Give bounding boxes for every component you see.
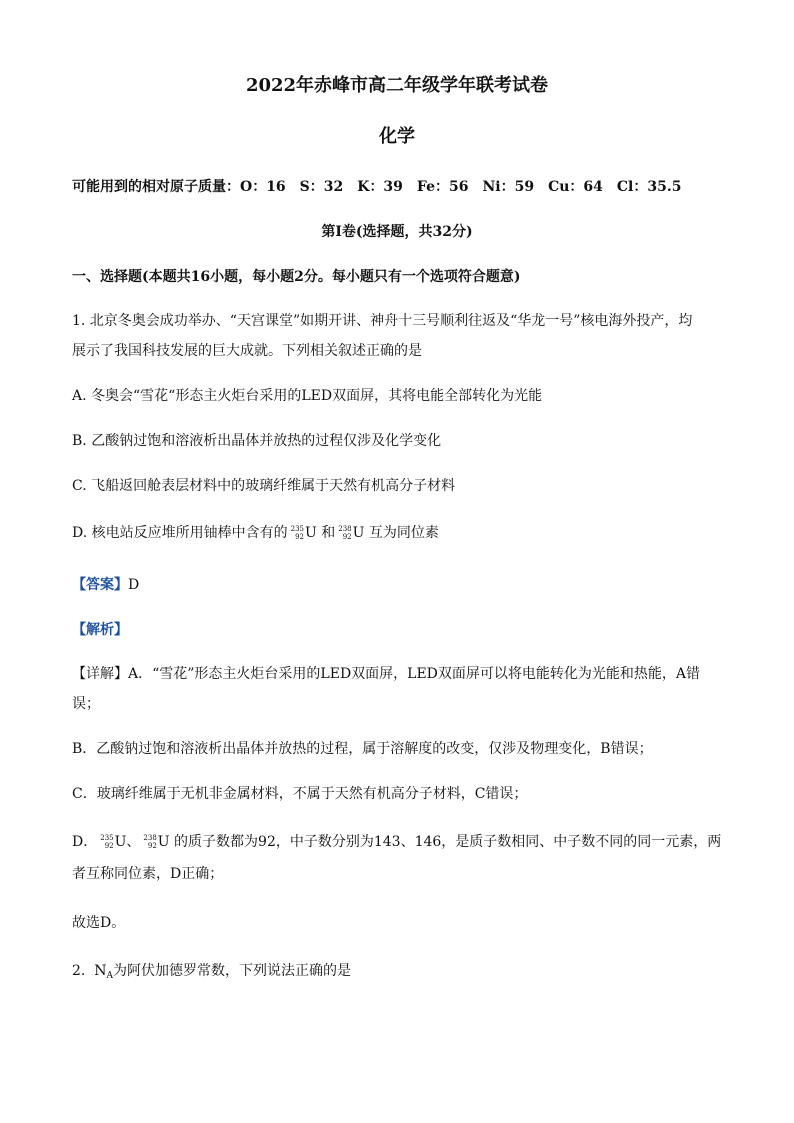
analysis-tag: 【解析】 bbox=[72, 622, 128, 638]
na-subscript: A bbox=[106, 971, 114, 981]
question-1-option-b: B. 乙酸钠过饱和溶液析出晶体并放热的过程仅涉及化学变化 bbox=[72, 433, 442, 449]
detail-isotope-235-notation bbox=[100, 834, 113, 850]
detail-isotope-235-mass: 235 bbox=[100, 834, 114, 842]
isotope-238-z: 92 bbox=[342, 533, 352, 541]
question-1-option-c: C. 飞船返回舱表层材料中的玻璃纤维属于天然有机高分子材料 bbox=[72, 478, 456, 494]
question-1-stem-line1: 1. 北京冬奥会成功举办、“天宫课堂”如期开讲、神舟十三号顺利往返及“华龙一号”核电海外投产，均 bbox=[72, 313, 693, 329]
detail-a-line2: 误； bbox=[72, 696, 100, 712]
detail-isotope-238-z: 92 bbox=[147, 842, 157, 850]
conclusion: 故选D。 bbox=[72, 915, 126, 931]
option-d-prefix: D. 核电站反应堆所用铀棒中含有的 bbox=[72, 525, 288, 541]
isotope-238-notation bbox=[338, 525, 351, 541]
section-heading: 第Ⅰ卷(选择题，共32分) bbox=[321, 224, 473, 240]
detail-d-u1: U、 bbox=[114, 834, 141, 850]
answer-line bbox=[72, 575, 724, 595]
na-symbol: N bbox=[94, 963, 107, 979]
question-2-number: 2. bbox=[72, 963, 86, 979]
atomic-masses: 可能用到的相对原子质量：O：16 S：32 K：39 Fe：56 Ni：59 Cu：64 Cl：35.5 bbox=[72, 179, 682, 195]
detail-isotope-238-mass: 238 bbox=[143, 834, 157, 842]
option-d-suffix: U 互为同位素 bbox=[352, 525, 439, 541]
question-1-option-d bbox=[72, 523, 724, 543]
exam-title: 2022年赤峰市高二年级学年联考试卷 bbox=[245, 75, 549, 96]
answer-value: D bbox=[128, 577, 140, 593]
subject-title: 化学 bbox=[379, 126, 415, 147]
detail-d-prefix: D． bbox=[72, 834, 98, 850]
isotope-235-mass: 235 bbox=[290, 525, 305, 533]
detail-d-line2: 者互称同位素，D正确； bbox=[72, 866, 224, 882]
detail-a-line1: 【详解】A．“雪花”形态主火炬台采用的LED双面屏，LED双面屏可以将电能转化为光能和热能，A错 bbox=[72, 666, 701, 682]
detail-isotope-238-notation bbox=[143, 834, 156, 850]
question-2-stem bbox=[72, 961, 724, 986]
isotope-238-mass: 238 bbox=[338, 525, 352, 533]
detail-b: B．乙酸钠过饱和溶液析出晶体并放热的过程，属于溶解度的改变，仅涉及物理变化，B错误； bbox=[72, 741, 653, 757]
isotope-235-notation bbox=[291, 525, 304, 541]
analysis-line bbox=[72, 620, 724, 640]
detail-d-line1 bbox=[72, 832, 724, 852]
detail-isotope-235-z: 92 bbox=[104, 842, 114, 850]
question-2-text: 为阿伏加德罗常数，下列说法正确的是 bbox=[113, 963, 352, 979]
detail-d-rest: U 的质子数都为92，中子数分别为143、146，是质子数相同、中子数不同的同一元素，两 bbox=[157, 834, 722, 850]
part-heading: 一、选择题(本题共16小题，每小题2分。每小题只有一个选项符合题意) bbox=[72, 269, 521, 285]
answer-tag: 【答案】 bbox=[72, 577, 128, 593]
isotope-235-z: 92 bbox=[295, 533, 305, 541]
option-d-mid: U 和 bbox=[305, 525, 336, 541]
question-1-stem-line2: 展示了我国科技发展的巨大成就。下列相关叙述正确的是 bbox=[72, 343, 422, 359]
question-1-option-a: A. 冬奥会“雪花“形态主火炬台采用的LED双面屏，其将电能全部转化为光能 bbox=[72, 388, 543, 404]
detail-c: C．玻璃纤维属于无机非金属材料，不属于天然有机高分子材料，C错误； bbox=[72, 786, 528, 802]
